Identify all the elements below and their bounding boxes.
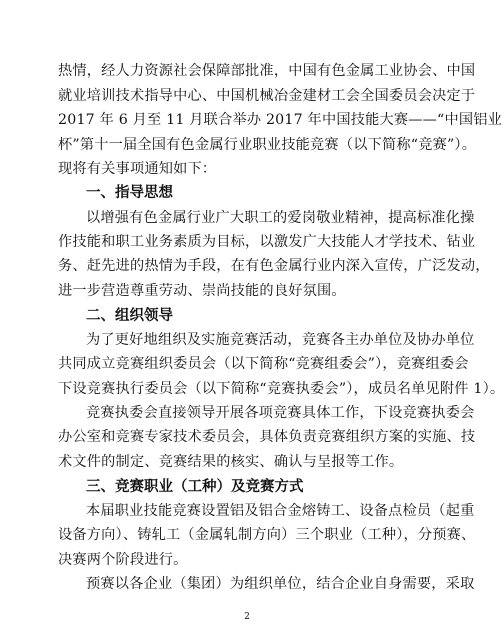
body-text-line: 杯”第十一届全国有色金属行业职业技能竞赛（以下简称“竞赛”）。 — [58, 137, 477, 153]
page-number: 2 — [244, 612, 250, 622]
body-text-line: 设备方向）、铸轧工（金属轧制方向）三个职业（工种），分预赛、 — [58, 527, 476, 543]
body-text-line: 务、赶先进的热情为手段，在有色金属行业内深入宣传，广泛发动， — [58, 258, 490, 274]
section-heading-guiding-ideology: 一、指导思想 — [86, 185, 173, 201]
body-text-line: 共同成立竞赛组织委员会（以下简称“竞赛组委会”），竞赛组委会 — [58, 356, 469, 372]
body-text-line: 进一步营造尊重劳动、崇尚技能的良好氛围。 — [58, 283, 346, 299]
body-text-line: 术文件的制定、竞赛结果的核实、确认与呈报等工作。 — [58, 454, 404, 470]
section-heading-organization: 二、组织领导 — [86, 308, 173, 324]
body-text-line: 2017 年 6 月至 11 月联合举办 2017 年中国技能大赛——“中国铝业 — [58, 112, 503, 128]
body-text-line: 办公室和竞赛专家技术委员会，具体负责竞赛组织方案的实施、技 — [58, 429, 476, 445]
body-text-line: 作技能和职工业务素质为目标，以激发广大技能人才学技术、钻业 — [58, 234, 476, 250]
section-heading-competition-occupations: 三、竞赛职业（工种）及竞赛方式 — [86, 479, 304, 495]
body-text-line: 预赛以各企业（集团）为组织单位，结合企业自身需要，采取 — [86, 576, 475, 592]
body-text-line: 现将有关事项通知如下： — [58, 161, 217, 177]
body-text-line: 以增强有色金属行业广大职工的爱岗敬业精神，提高标准化操 — [86, 210, 475, 226]
body-text-line: 热情，经人力资源社会保障部批准，中国有色金属工业协会、中国 — [58, 63, 476, 79]
body-text-line: 下设竞赛执行委员会（以下简称“竞赛执委会”），成员名单见附件 1）。 — [58, 381, 504, 397]
body-text-line: 为了更好地组织及实施竞赛活动，竞赛各主办单位及协办单位 — [86, 332, 475, 348]
body-text-line: 决赛两个阶段进行。 — [58, 552, 188, 568]
body-text-line: 本届职业技能竞赛设置铝及铝合金熔铸工、设备点检员（起重 — [86, 503, 475, 519]
body-text-line: 竞赛执委会直接领导开展各项竞赛具体工作，下设竞赛执委会 — [86, 405, 475, 421]
body-text-line: 就业培训技术指导中心、中国机械冶金建材工会全国委员会决定于 — [58, 88, 476, 104]
